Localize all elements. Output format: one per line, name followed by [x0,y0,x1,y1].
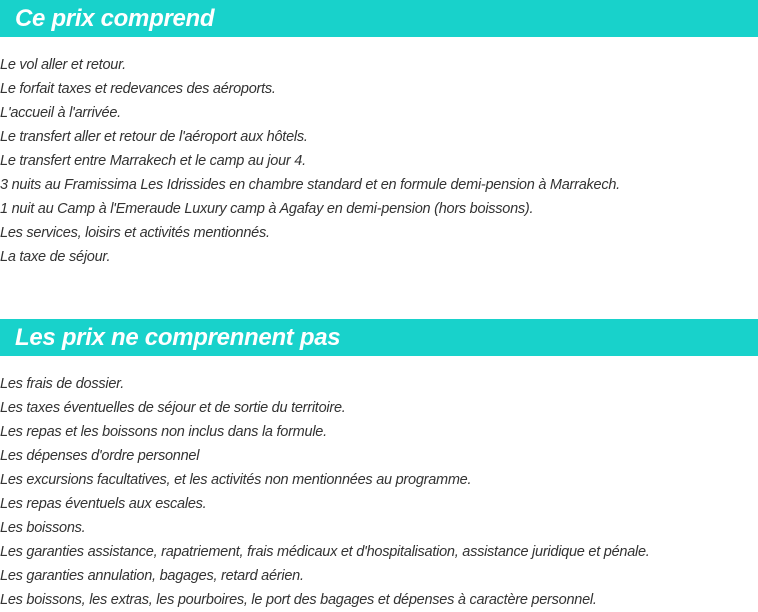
list-item: L'accueil à l'arrivée. [0,105,121,121]
list-item: Les dépenses d'ordre personnel [0,448,200,464]
list-item: Le forfait taxes et redevances des aéroports. [0,81,276,97]
list-item: Les repas et les boissons non inclus dans la formule. [0,424,327,440]
list-item: Les garanties annulation, bagages, retard aérien. [0,568,304,584]
excluded-section-title: Les prix ne comprennent pas [0,319,758,356]
list-item: Les services, loisirs et activités mentionnés. [0,225,270,241]
list-item: Les boissons, les extras, les pourboires, le port des bagages et dépenses à caractère personnel. [0,592,597,608]
list-item: 3 nuits au Framissima Les Idrissides en chambre standard et en formule demi-pension à Marrakech. [0,177,620,193]
list-item: Les frais de dossier. [0,376,124,392]
list-item: Les taxes éventuelles de séjour et de sortie du territoire. [0,400,346,416]
list-item: Le transfert aller et retour de l'aéroport aux hôtels. [0,129,308,145]
list-item: Les repas éventuels aux escales. [0,496,207,512]
list-item: Le vol aller et retour. [0,57,126,73]
list-item: Les excursions facultatives, et les activités non mentionnées au programme. [0,472,472,488]
included-section-title: Ce prix comprend [0,0,758,37]
list-item: 1 nuit au Camp à l'Emeraude Luxury camp à Agafay en demi-pension (hors boissons). [0,201,534,217]
list-item: Les boissons. [0,520,86,536]
list-item: Les garanties assistance, rapatriement, frais médicaux et d'hospitalisation, assistance juridique et pénale. [0,544,650,560]
list-item: La taxe de séjour. [0,249,111,265]
excluded-list [0,372,650,612]
list-item: Le transfert entre Marrakech et le camp au jour 4. [0,153,306,169]
included-list [0,53,620,269]
